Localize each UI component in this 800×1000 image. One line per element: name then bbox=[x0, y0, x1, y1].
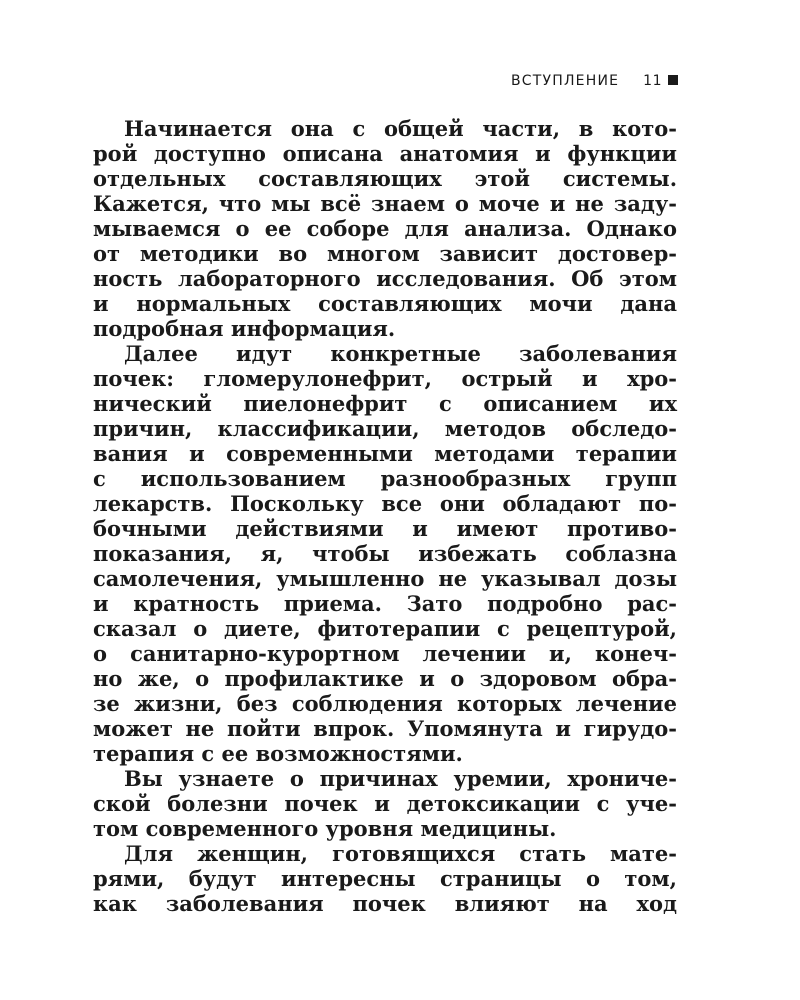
running-head bbox=[0, 71, 678, 91]
text-line: Вы узнаете о причинах уремии, хрониче- bbox=[124, 766, 677, 791]
text-line: отдельных составляющих этой системы. bbox=[93, 166, 677, 191]
paragraph bbox=[93, 116, 677, 341]
text-line: сказал о диете, фитотерапии с рецептурой, bbox=[93, 616, 677, 641]
text-line: бочными действиями и имеют противо- bbox=[93, 516, 677, 541]
text-line: рой доступно описана анатомия и функции bbox=[93, 141, 677, 166]
section-title: ВСТУПЛЕНИЕ bbox=[510, 73, 620, 89]
text-line: может не пойти впрок. Упомянута и гирудо- bbox=[93, 716, 677, 741]
text-line: о санитарно-курортном лечении и, конеч- bbox=[93, 641, 677, 666]
text-line: Для женщин, готовящихся стать мате- bbox=[124, 841, 677, 866]
text-line: и нормальных составляющих мочи дана bbox=[93, 291, 677, 316]
paragraph bbox=[93, 341, 677, 766]
text-line: подробная информация. bbox=[93, 316, 396, 341]
text-line: Далее идут конкретные заболевания bbox=[124, 341, 677, 366]
text-line: и кратность приема. Зато подробно рас- bbox=[93, 591, 677, 616]
text-line: от методики во многом зависит достовер- bbox=[93, 241, 677, 266]
text-line: самолечения, умышленно не указывал дозы bbox=[93, 566, 677, 591]
text-line: мываемся о ее соборе для анализа. Однако bbox=[93, 216, 677, 241]
text-line: рями, будут интересны страницы о том, bbox=[93, 866, 677, 891]
text-line: с использованием разнообразных групп bbox=[93, 466, 677, 491]
square-marker-icon bbox=[668, 75, 678, 85]
text-line: лекарств. Поскольку все они обладают по- bbox=[93, 491, 677, 516]
text-line: почек: гломерулонефрит, острый и хро- bbox=[93, 366, 677, 391]
text-line: Кажется, что мы всё знаем о моче и не заду- bbox=[93, 191, 677, 216]
paragraph bbox=[93, 841, 677, 916]
text-line: вания и современными методами терапии bbox=[93, 441, 677, 466]
text-line: терапия с ее возможностями. bbox=[93, 741, 463, 766]
text-line: показания, я, чтобы избежать соблазна bbox=[93, 541, 677, 566]
text-line: но же, о профилактике и о здоровом обра- bbox=[93, 666, 677, 691]
text-line: зе жизни, без соблюдения которых лечение bbox=[93, 691, 677, 716]
text-line: том современного уровня медицины. bbox=[93, 816, 557, 841]
text-line: нический пиелонефрит с описанием их bbox=[93, 391, 677, 416]
text-line: ской болезни почек и детоксикации с уче- bbox=[93, 791, 677, 816]
body-text bbox=[93, 116, 677, 916]
text-line: ность лабораторного исследования. Об этом bbox=[93, 266, 677, 291]
text-line: Начинается она с общей части, в кото- bbox=[124, 116, 677, 141]
text-line: как заболевания почек влияют на ход bbox=[93, 891, 677, 916]
text-line: причин, классификации, методов обследо- bbox=[93, 416, 677, 441]
paragraph bbox=[93, 766, 677, 841]
page-number: 11 bbox=[643, 73, 662, 89]
